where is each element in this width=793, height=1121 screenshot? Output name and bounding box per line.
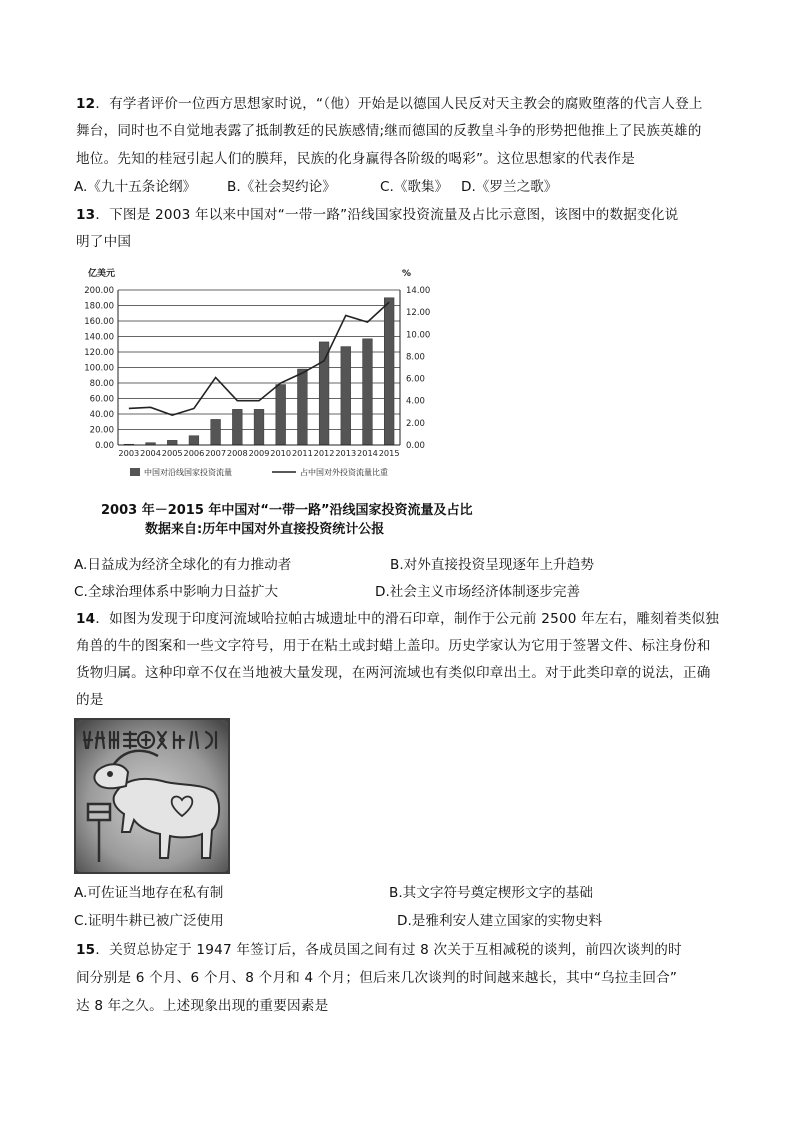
x-tick-label: 2013 [335,448,357,458]
q13-line2: 明了中国 [76,234,132,250]
bar [276,385,286,445]
x-tick-label: 2006 [183,448,205,458]
x-tick-label: 2003 [118,448,140,458]
q12-line3: 地位。先知的桂冠引起人们的膜拜，民族的化身赢得各阶级的喝彩”。这位思想家的代表作是 [76,151,635,167]
chart-caption-line1: 2003 年－2015 年中国对“一带一路”沿线国家投资流量及占比 [101,503,473,518]
legend-bar-label: 中国对沿线国家投资流量 [144,468,232,477]
q12-option-d[interactable]: D.《罗兰之歌》 [461,179,558,195]
x-tick-label: 2008 [226,448,248,458]
q13-option-a[interactable]: A.日益成为经济全球化的有力推动者 [74,557,292,573]
q14-option-b[interactable]: B.其文字符号奠定楔形文字的基础 [389,885,593,901]
y-left-tick-label: 60.00 [89,394,114,405]
bar [232,409,242,445]
y-right-tick-label: 2.00 [406,418,425,429]
q12-text-1: ．有学者评价一位西方思想家时说，“（他）开始是以德国人民反对天主教会的腐败堕落的代言人登上 [95,96,703,112]
y-right-tick-label: 4.00 [406,396,425,407]
y-left-tick-label: 80.00 [89,379,114,389]
bar [384,298,394,445]
x-tick-label: 2012 [313,448,335,458]
q12-option-c[interactable]: C.《歌集》 [380,179,449,195]
q15-text-1: ．关贸总协定于 1947 年签订后，各成员国之间有过 8 次关于互相减税的谈判，前四次谈判的时 [95,942,682,958]
q13-option-b[interactable]: B.对外直接投资呈现逐年上升趋势 [390,557,594,573]
q12-number: 12 [76,96,96,112]
legend-bar-swatch [130,468,140,476]
chart-bars [124,298,394,445]
q14-line1 [76,609,719,629]
bar [211,419,221,445]
y-left-tick-label: 40.00 [89,410,114,420]
bar [167,440,177,445]
q13-text-1: ．下图是 2003 年以来中国对“一带一路”沿线国家投资流量及占比示意图，该图中的数据变化说 [95,207,679,223]
q14-option-c[interactable]: C.证明牛耕已被广泛使用 [74,913,224,929]
bar [319,342,329,445]
y-right-tick-label: 0.00 [406,441,425,451]
x-tick-label: 2004 [140,448,161,458]
bar [341,347,351,445]
bar [298,369,308,445]
y-left-tick-label: 120.00 [84,348,114,358]
y-left-tick-label: 180.00 [84,301,114,312]
x-tick-label: 2005 [161,448,183,458]
y-right-axis-label: % [402,269,412,279]
q14-number: 14 [76,611,96,627]
q14-option-a[interactable]: A.可佐证当地存在私有制 [74,885,224,901]
y-right-tick-label: 10.00 [406,330,431,341]
q14-option-d[interactable]: D.是雅利安人建立国家的实物史料 [397,913,603,929]
bar [363,339,373,445]
q14-text-1: ．如图为发现于印度河流域哈拉帕古城遗址中的滑石印章，制作于公元前 2500 年左右，雕刻着类似独 [95,611,720,627]
bar [189,436,199,445]
y-right-tick-label: 8.00 [406,352,425,363]
y-right-tick-label: 12.00 [406,308,431,319]
y-left-tick-label: 140.00 [84,332,114,343]
q15-line1 [76,940,682,960]
y-left-axis-label: 亿美元 [88,269,116,279]
bar [254,409,264,445]
y-left-tick-label: 0.00 [95,441,114,451]
q15-line3: 达 8 年之久。上述现象出现的重要因素是 [76,998,329,1014]
y-left-tick-label: 200.00 [84,286,114,296]
y-left-tick-label: 160.00 [84,317,114,327]
y-left-tick-label: 20.00 [89,425,114,436]
harappan-seal-unicorn-image [74,718,230,874]
q15-line2: 间分别是 6 个月、6 个月、8 个月和 4 个月；但后来几次谈判的时间越来越长，其中“乌拉圭回合” [76,970,678,986]
y-right-tick-label: 6.00 [406,374,425,385]
y-left-tick-label: 100.00 [84,363,114,374]
x-tick-label: 2010 [270,448,292,458]
x-tick-label: 2015 [378,448,400,458]
q12-option-b[interactable]: B.《社会契约论》 [227,179,336,195]
q12-option-a[interactable]: A.《九十五条论纲》 [74,179,197,195]
q13-option-c[interactable]: C.全球治理体系中影响力日益扩大 [74,584,279,600]
q13-number: 13 [76,207,96,223]
q12-line2: 舞台，同时也不自觉地表露了抵制教廷的民族感情;继而德国的反教皇斗争的形势把他推上了民族英雄的 [76,123,702,139]
x-tick-label: 2014 [357,448,378,458]
q14-line2: 角兽的牛的图案和一些文字符号，用于在粘土或封蜡上盖印。历史学家认为它用于签署文件、标注身份和 [76,638,711,654]
x-tick-label: 2007 [205,448,227,458]
q15-number: 15 [76,942,96,958]
chart-caption-line2: 数据来自:历年中国对外直接投资统计公报 [145,522,385,537]
x-tick-label: 2009 [248,448,270,458]
q13-option-d[interactable]: D.社会主义市场经济体制逐步完善 [375,584,581,600]
y-right-tick-label: 14.00 [406,286,431,296]
legend-line-label: 占中国对外投资流量比重 [300,468,388,477]
q14-line4: 的是 [76,692,104,708]
x-tick-label: 2011 [291,448,313,458]
q14-line3: 货物归属。这种印章不仅在当地被大量发现，在两河流域也有类似印章出土。对于此类印章的说法，正确 [76,665,711,681]
q12-line1 [76,94,703,114]
chart-legend [130,467,388,477]
q13-line1 [76,205,678,225]
